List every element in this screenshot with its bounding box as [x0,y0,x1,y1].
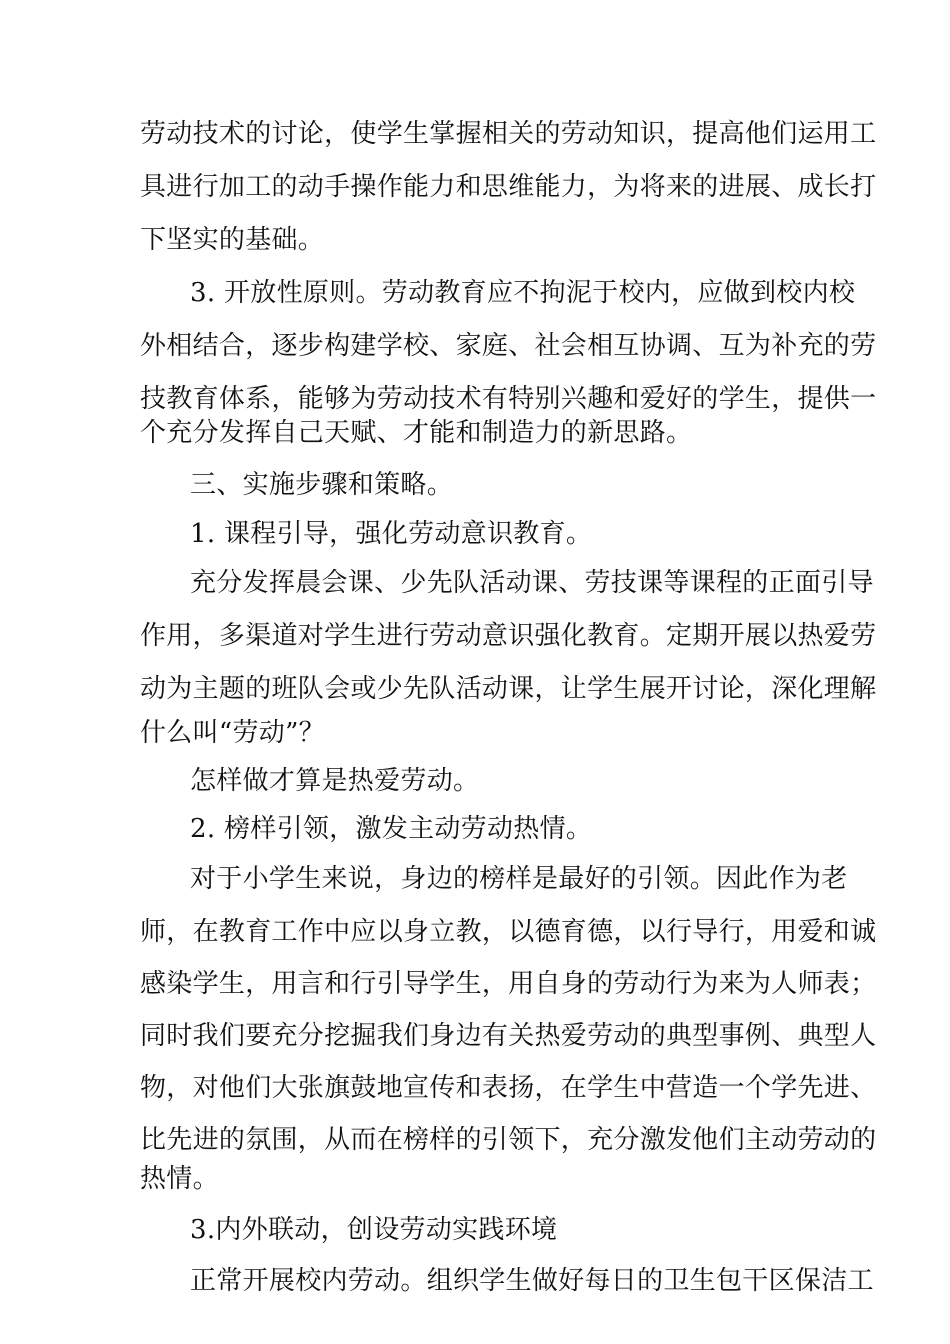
paragraph-line: 充分发挥晨会课、少先队活动课、劳技课等课程的正面引导 [190,568,874,598]
subheading: 1. 课程引导，强化劳动意识教育。 [190,519,593,549]
paragraph-line: 对于小学生来说，身边的榜样是最好的引领。因此作为老 [190,864,848,894]
paragraph-line: 外相结合，逐步构建学校、家庭、社会相互协调、互为补充的劳 [140,331,877,361]
paragraph-line: 物，对他们大张旗鼓地宣传和表扬，在学生中营造一个学先进、 [140,1073,877,1103]
paragraph-line: 技教育体系，能够为劳动技术有特别兴趣和爱好的学生，提供一 [140,384,877,414]
paragraph-line: 劳动技术的讨论，使学生掌握相关的劳动知识，提高他们运用工 [140,119,877,149]
paragraph-line: 具进行加工的动手操作能力和思维能力，为将来的进展、成长打 [140,172,877,202]
subheading: 2. 榜样引领，激发主动劳动热情。 [190,814,593,844]
paragraph-line: 下坚实的基础。 [140,225,325,255]
paragraph-line: 热情。 [140,1164,219,1194]
paragraph-line: 个充分发挥自己天赋、才能和制造力的新思路。 [140,418,693,448]
paragraph-line: 怎样做才算是热爱劳动。 [190,766,480,796]
paragraph-line: 3. 开放性原则。劳动教育应不拘泥于校内，应做到校内校 [190,278,856,308]
paragraph-line: 师，在教育工作中应以身立教，以德育德，以行导行，用爱和诚 [140,917,877,947]
subheading: 3.内外联动，创设劳动实践环境 [190,1215,558,1245]
paragraph-line: 感染学生，用言和行引导学生，用自身的劳动行为来为人师表； [140,969,877,999]
paragraph-line: 作用，多渠道对学生进行劳动意识强化教育。定期开展以热爱劳 [140,621,877,651]
paragraph-line: 动为主题的班队会或少先队活动课，让学生展开讨论，深化理解 [140,674,877,704]
paragraph-line: 同时我们要充分挖掘我们身边有关热爱劳动的典型事例、典型人 [140,1021,877,1051]
paragraph-line: 比先进的氛围，从而在榜样的引领下，充分激发他们主动劳动的 [140,1125,877,1155]
section-heading: 三、实施步骤和策略。 [190,470,454,500]
paragraph-line: 什么叫“劳动”？ [140,718,325,748]
paragraph-line: 正常开展校内劳动。组织学生做好每日的卫生包干区保洁工 [190,1266,874,1296]
